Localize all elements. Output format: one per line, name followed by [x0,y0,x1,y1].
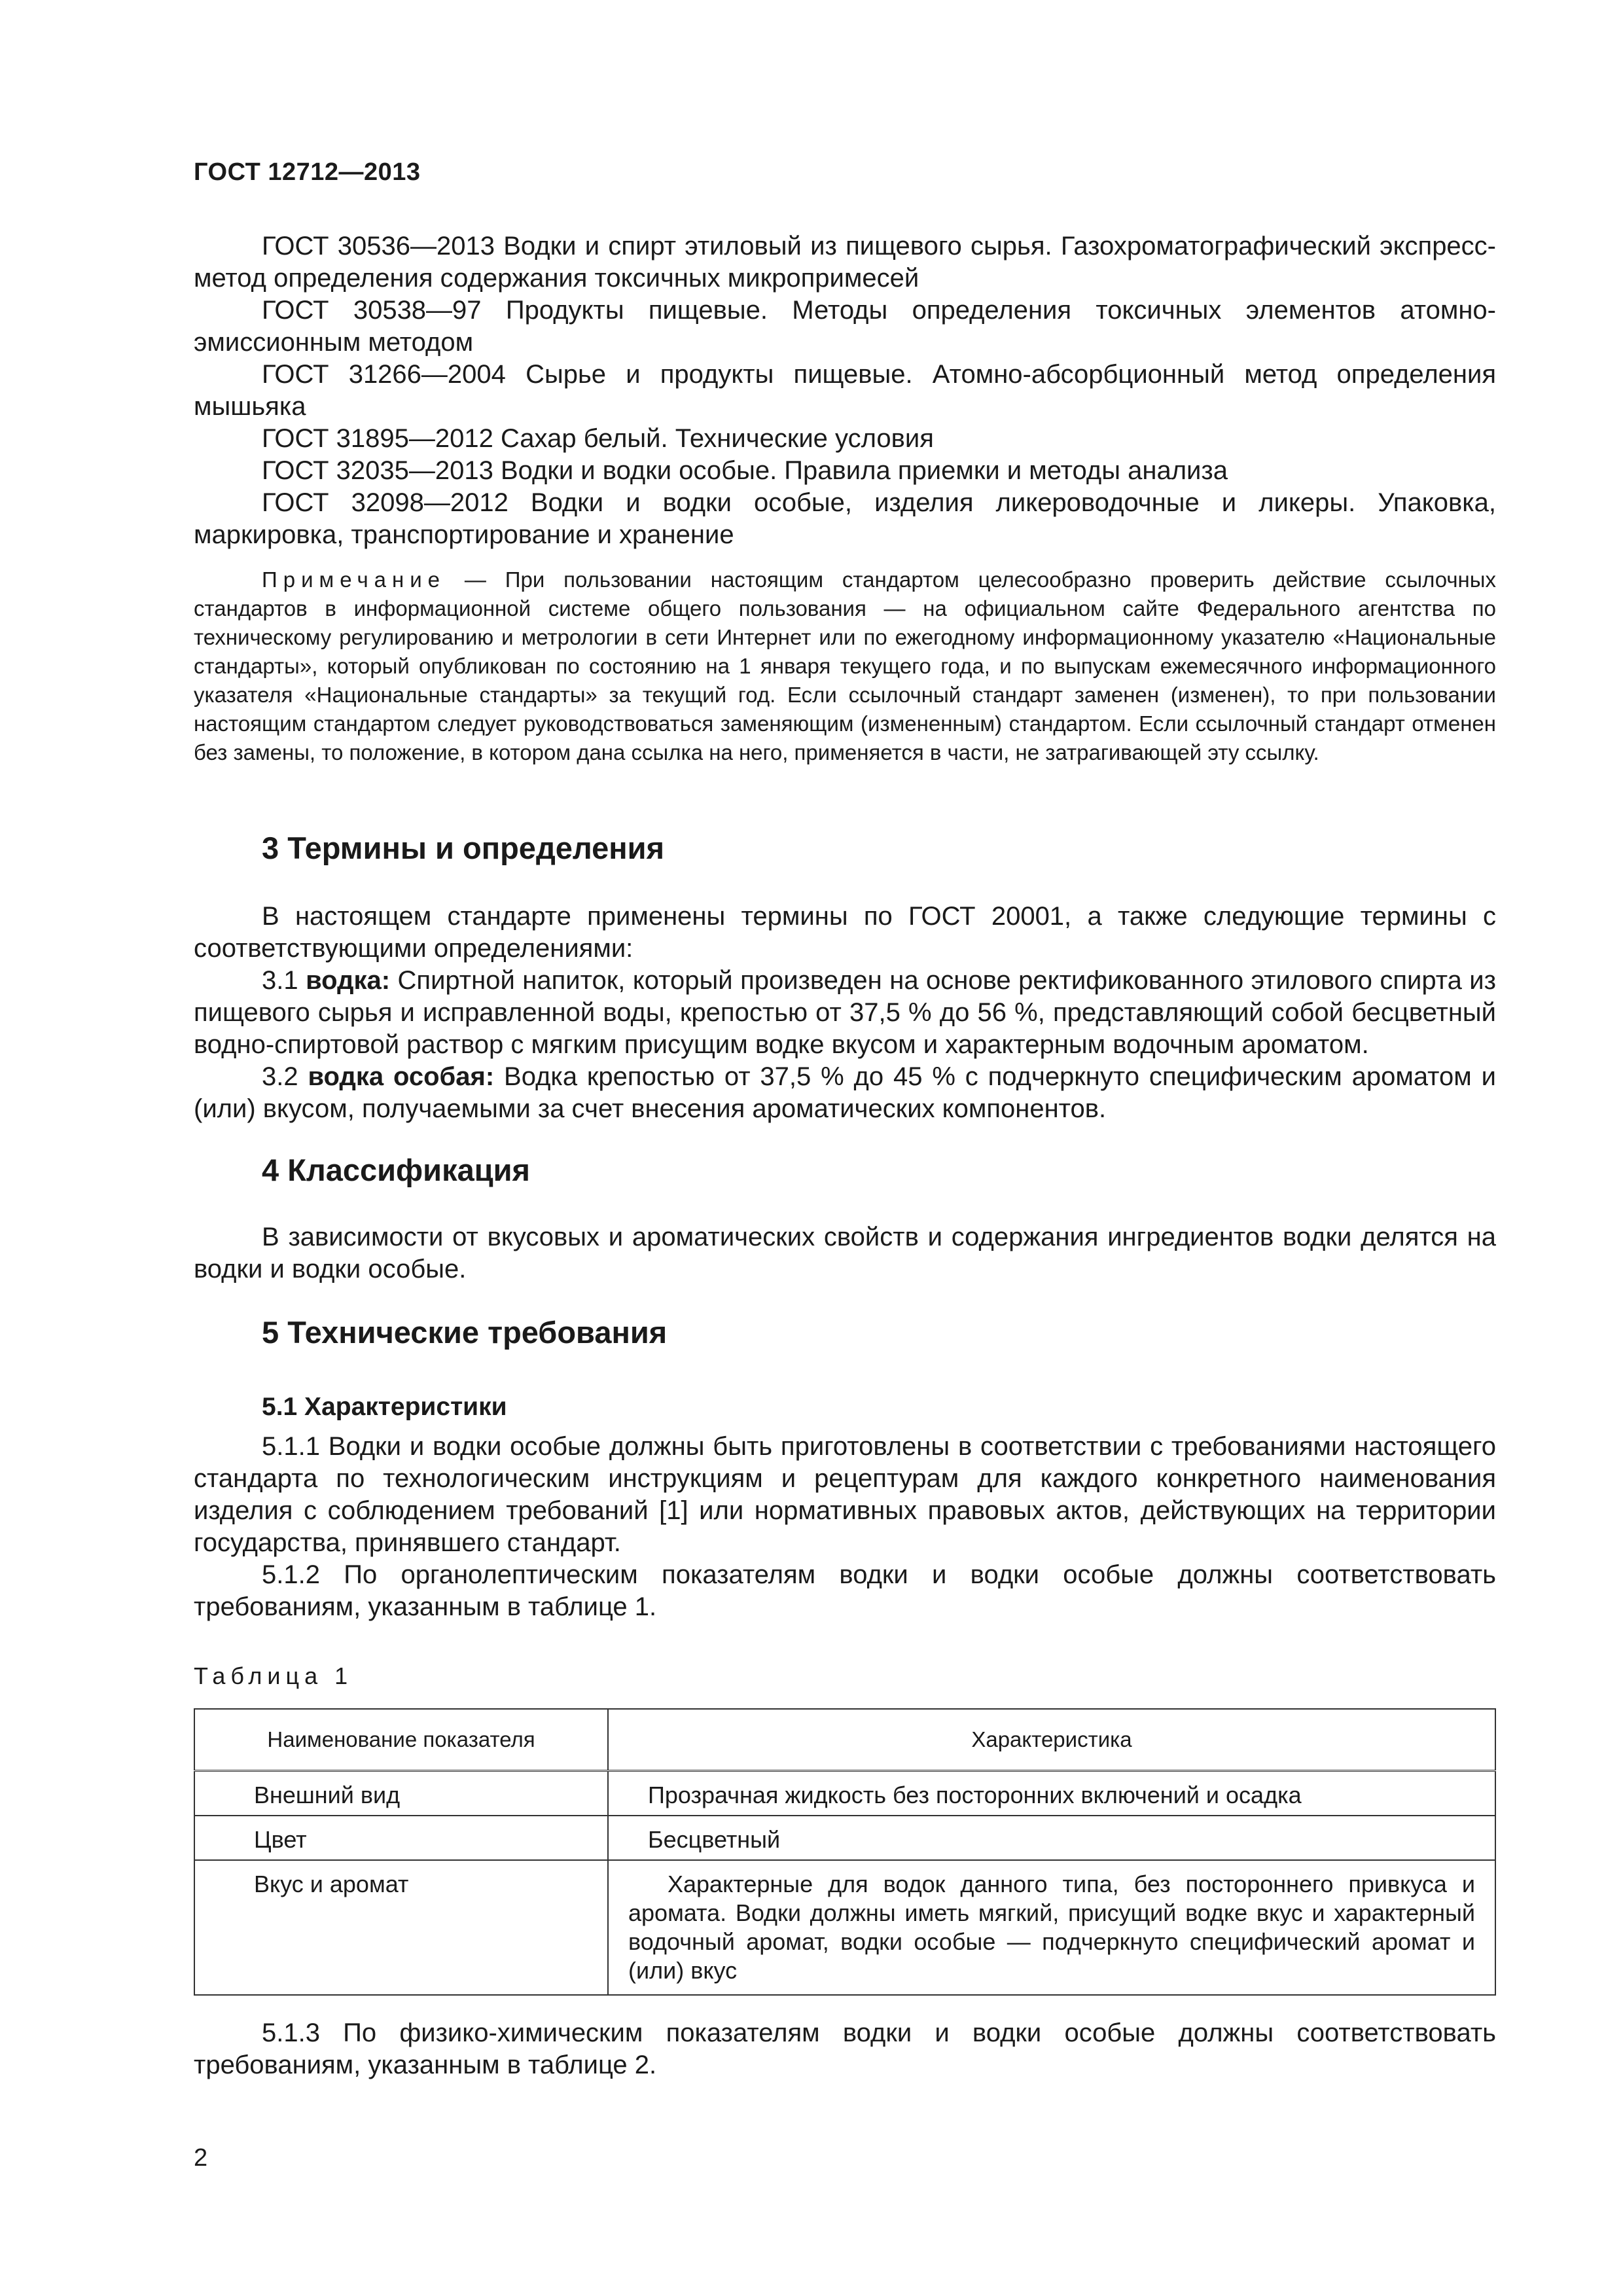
term-3-1: 3.1 водка: Спиртной напиток, который произведен на основе ректификованного этилового спирта из пищевого сырья и исправленной воды, крепостью от 37,5 % до 56 %, представляющий собой бесцветный водно-спиртовой раствор с мягким присущим водке вкусом и характерным водочным ароматом. [194,966,1496,1059]
section-5-title: 5 Технические требования [262,1315,668,1350]
subsection-5-1-title: 5.1 Характеристики [262,1393,507,1421]
table-1-caption: Таблица 1 [194,1662,353,1689]
term-3-1-definition: Спиртной напиток, который произведен на основе ректификованного этилового спирта из пищевого сырья и исправленной воды, крепостью от 37,5 % до 56 %, представляющий собой бесцветный водно-спиртовой раствор с мягким присущим водке вкусом и характерным водочным ароматом. [194,966,1496,1059]
reference-item: ГОСТ 31266—2004 Сырье и продукты пищевые. Атомно-абсорбционный метод определения мышьяка [194,360,1496,421]
paragraph-5-1-3: 5.1.3 По физико-химическим показателям водки и водки особые должны соответствовать требованиям, указанным в таблице 2. [194,2018,1496,2079]
paragraph-5-1-2: 5.1.2 По органолептическим показателям водки и водки особые должны соответствовать требованиям, указанным в таблице 1. [194,1560,1496,1621]
note-block [194,565,1496,767]
note-text: — При пользовании настоящим стандартом целесообразно проверить действие ссылочных стандартов в информационной системе общего пользования — на официальном сайте Федерального агентства по техническому регулированию и метрологии в сети Интернет или по ежегодному информационному указателю «Национальные стандарты», который опубликован по состоянию на 1 января текущего года, и по выпускам ежемесячного информационного указателя «Национальные стандарты» за текущий год. Если ссылочный стандарт заменен (изменен), то при пользовании настоящим стандартом следует руководствоваться заменяющим (измененным) стандартом. Если ссылочный стандарт отменен без замены, то положение, в котором дана ссылка на него, применяется в части, не затрагивающей эту ссылку. [194,567,1496,764]
note-label: Примечание [262,567,446,592]
reference-item: ГОСТ 31895—2012 Сахар белый. Технические условия [262,424,934,453]
section-3-title: 3 Термины и определения [262,831,664,865]
section-4-body [194,1221,1496,1285]
paragraph-5-1-3-block [194,2017,1496,2081]
term-3-2-name: водка особая: [308,1062,495,1091]
table-row: Внешний вид Прозрачная жидкость без посторонних включений и осадка [194,1771,1495,1816]
paragraph-5-1-1: 5.1.1 Водки и водки особые должны быть приготовлены в соответствии с требованиями настоящего стандарта по технологическим инструкциям и рецептурам для каждого конкретного наименования изделия с соблюдением требований [1] или нормативных правовых актов, действующих на территории государства, принявшего стандарт. [194,1432,1496,1557]
reference-item: ГОСТ 32035—2013 Водки и водки особые. Правила приемки и методы анализа [262,456,1228,485]
section-3-body [194,901,1496,1125]
normative-references-list [194,230,1496,551]
reference-item: ГОСТ 30536—2013 Водки и спирт этиловый из пищевого сырья. Газохроматографический экспресс-метод определения содержания токсичных микропримесей [194,232,1496,293]
section-3-intro: В настоящем стандарте применены термины по ГОСТ 20001, а также следующие термины с соответствующими определениями: [194,902,1496,963]
table-1 [194,1708,1496,1996]
section-4-title: 4 Классификация [262,1153,530,1187]
table-header-characteristic: Характеристика [608,1709,1495,1771]
section-5-body [194,1431,1496,1623]
document-header-code: ГОСТ 12712—2013 [194,158,421,186]
table-header-name: Наименование показателя [194,1709,608,1771]
term-3-1-name: водка: [306,966,391,995]
reference-item: ГОСТ 30538—97 Продукты пищевые. Методы определения токсичных элементов атомно-эмиссионным методом [194,296,1496,357]
table-row: Цвет Бесцветный [194,1816,1495,1860]
term-3-2-definition: Водка крепостью от 37,5 % до 45 % с подчеркнуто специфическим ароматом и (или) вкусом, получаемыми за счет внесения ароматических компонентов. [194,1062,1497,1123]
term-3-2: 3.2 водка особая: Водка крепостью от 37,5 % до 45 % с подчеркнуто специфическим ароматом и (или) вкусом, получаемыми за счет внесения ароматических компонентов. [194,1062,1497,1123]
page-number: 2 [194,2144,208,2172]
section-4-text: В зависимости от вкусовых и ароматических свойств и содержания ингредиентов водки делятся на водки и водки особые. [194,1223,1496,1283]
table-row: Вкус и аромат Характерные для водок данного типа, без постороннего привкуса и аромата. Водки должны иметь мягкий, присущий водке вкус и характерный водочный аромат, водки особые — подчеркнуто специфический аромат и (или) вкус [194,1860,1495,1995]
reference-item: ГОСТ 32098—2012 Водки и водки особые, изделия ликероводочные и ликеры. Упаковка, маркировка, транспортирование и хранение [194,488,1496,549]
